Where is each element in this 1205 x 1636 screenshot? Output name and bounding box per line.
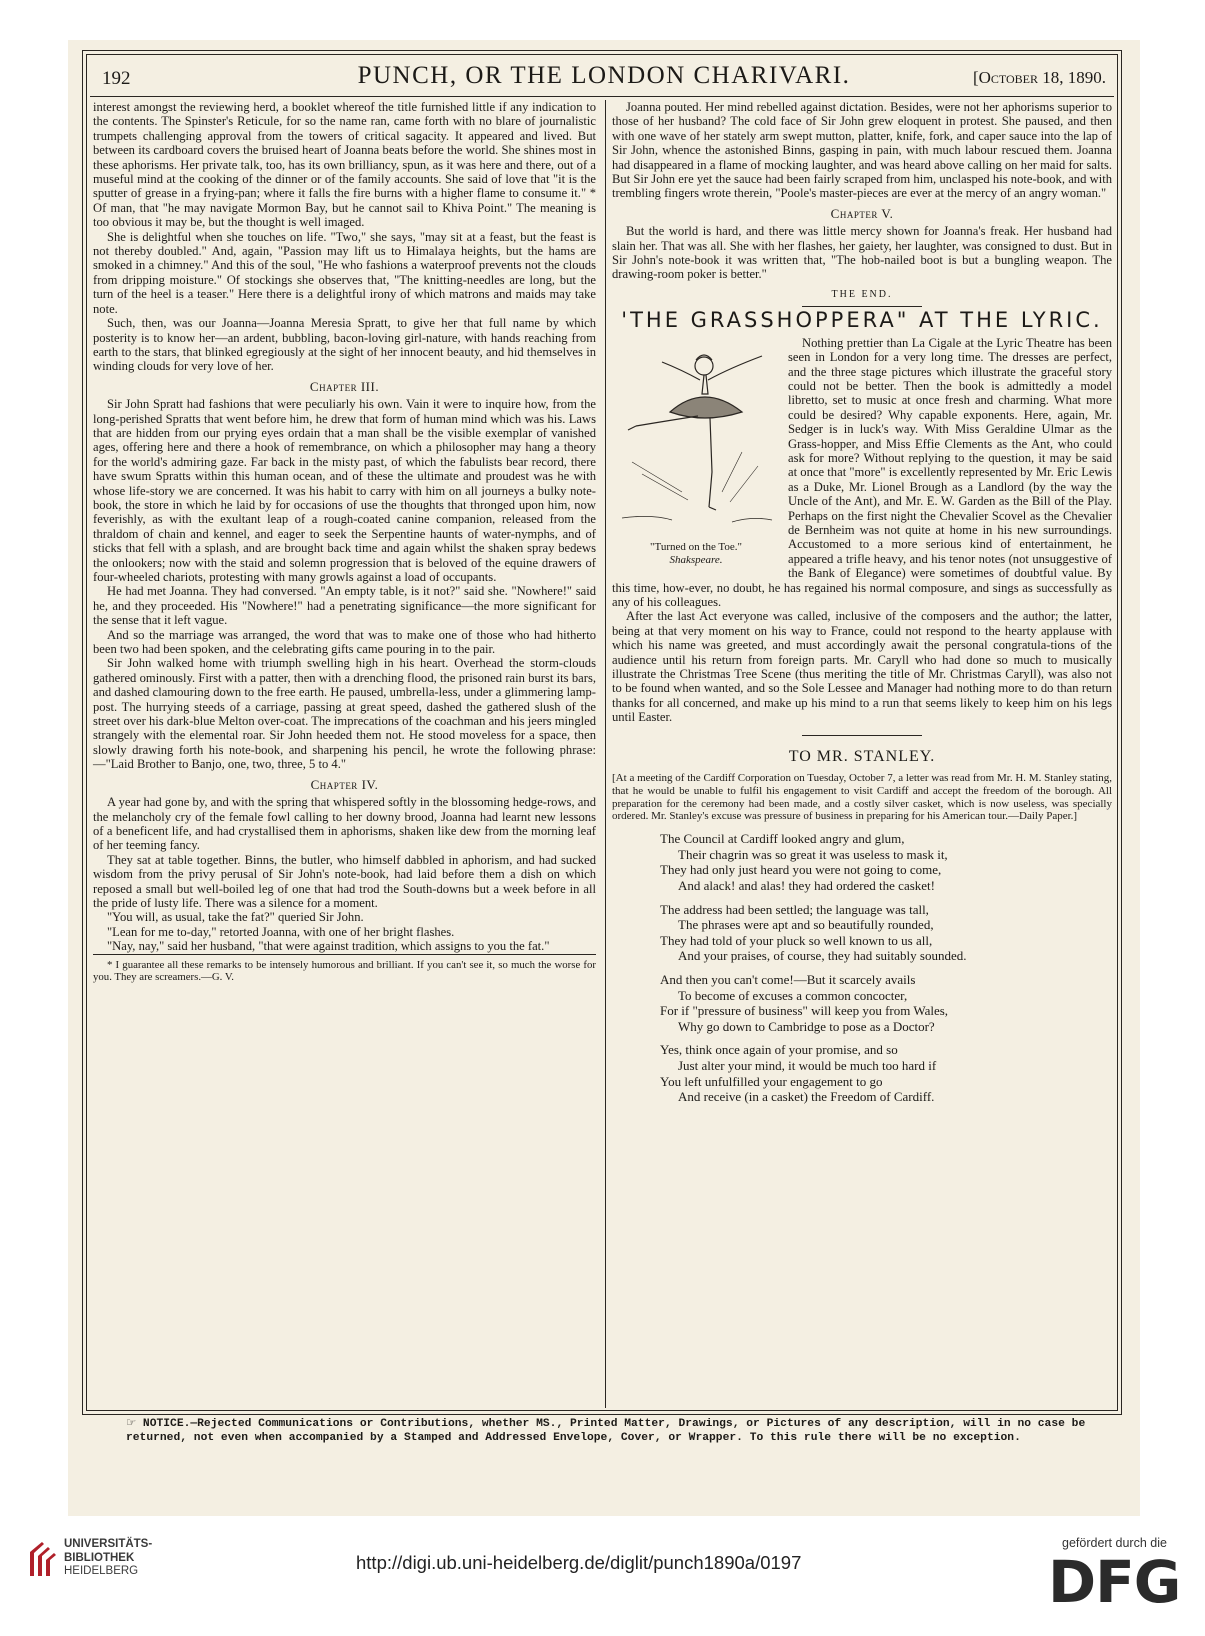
poem-line: Just alter your mind, it would be much too hard if: [678, 1057, 937, 1073]
hatching-lines: [632, 452, 758, 502]
story-paragraph: She is delightful when she touches on life. "Two," she says, "may sit at a feast, but the feast is not thereby doubled." And, again, "Passion may lift us to Himalaya heights, but the hams are smoked in a chimney." And this of the soul, "He who fashions a waterproof prevents not the clouds from dripping moisture." Of stockings she observes that, "The knitting-needles are long, but the turn of the heel is a teaser." Here there is a delightful irony of which matrons and maids may take note.: [93, 229, 596, 316]
story-paragraph: interest amongst the reviewing herd, a booklet whereof the title furnished little if any indication to the contents. The Spinster's Reticule, for so the name ran, came forth with no blare of journalistic trumpets challenging approval from the towers of critical sagacity. It appeared and lived. But between its cardboard covers the bruised heart of Joanna beats before the world. She shines most in these aphorisms. Her private talk, too, has its own brilliancy, spun, as it was here and there, out of a museful mind at the cooking of the dinner or of the family accounts. She said of love that "it is the sputter of grease in a frying-pan; where it falls the fire burns with a higher flame to consume it." * Of man, that "he may navigate Mormon Bay, but he cannot sail to Khiva Point." The meaning is too obvious it may be, but the thought is well imaged.: [93, 100, 596, 230]
masthead-title: PUNCH, OR THE LONDON CHARIVARI.: [357, 62, 851, 89]
poem-line: And alack! and alas! they had ordered the casket!: [678, 878, 935, 894]
poem-stanza: [660, 831, 1112, 893]
poem-intro: [At a meeting of the Cardiff Corporation on Tuesday, October 7, a letter was read from Mr. H. M. Stanley stating, that he would be unable to fulfil his engagement to visit Cardiff and accept the freedom of the borough. All preparation for the ceremony had been made, and a costly silver casket, which is now useless, was specially ordered. Mr. Stanley's excuse was pressure of business in preparing for his American tour.—Daily Paper.]: [612, 772, 1112, 823]
university-logo-icon[interactable]: [26, 1538, 60, 1578]
illustration-credit: Shakspeare.: [669, 553, 723, 566]
permalink-url[interactable]: http://digi.ub.uni-heidelberg.de/diglit/punch1890a/0197: [356, 1552, 802, 1573]
dancer-head: [695, 357, 713, 375]
poem-title: TO MR. STANLEY.: [788, 747, 936, 765]
page-header: [96, 58, 1112, 98]
poem-line: They had only just heard you were not going to come,: [660, 862, 942, 878]
illustration-caption: "Turned on the Toe.": [650, 540, 742, 553]
chapter-heading: Chapter III.: [309, 378, 380, 394]
viewer-footer: [0, 1516, 1205, 1636]
poem-line: The address had been settled; the language was tall,: [660, 901, 929, 917]
poem-line: Their chagrin was so great it was useless to mask it,: [678, 846, 948, 862]
article-title: 'THE GRASSHOPPERA" AT THE LYRIC.: [621, 308, 1103, 333]
story-paragraph: He had met Joanna. They had conversed. "An empty table, is it not?" said she. "Nowhere!" said he, and they proceeded. His "Nowhere!" had a penetrating significance—the more significant for the sense that it left vague.: [93, 584, 596, 628]
university-line: BIBLIOTHEK: [64, 1551, 135, 1564]
poem-line: And your praises, of course, they had suitably sounded.: [678, 948, 967, 964]
university-name[interactable]: [64, 1538, 152, 1579]
dancer-extended-leg: [628, 416, 698, 430]
header-rule: [90, 96, 1114, 97]
dancer-tutu: [670, 397, 742, 418]
story-paragraph: Sir John Spratt had fashions that were peculiarly his own. Vain it were to inquire how, from the long-perished Spratts that went before him, he drew that form of human mind which was his. Laws that are hidden from our prying eyes ordain that a man shall be the visible exemplar of vanished ages, offering here and there a hook of remembrance, on which a philosopher may hang a theory for the world's admiring gaze. Far back in the misty past, of which the fabulists bear record, there have swum Spratts within this human ocean, and of these the ultimate and proudest was he with whose life-story we are concerned. It was his habit to carry with him on all journeys a bulky note-book, the store in which he laid by for occasions of use the thoughts that thronged upon him, now feverishly, as with the exultant leap of a rough-coated canine companion, released from the thraldom of chain and kennel, and eager to seek the Serpentine haunts of water-nymphs, and of sticks that fell with a splash, and are brought back time and again whilst the shaken spray bedews the onlookers; now with the staid and solemn progression that is beloved of the equine drawers of four-wheeled chariots, protesting with many growls against a load of occupants.: [93, 397, 596, 584]
section-rule: [802, 735, 922, 736]
university-line: UNIVERSITÄTS-: [64, 1538, 153, 1550]
dancer-standing-leg: [709, 418, 716, 510]
poem-line: Yes, think once again of your promise, and so: [660, 1042, 898, 1058]
column-divider: [605, 100, 606, 1408]
dfg-logo[interactable]: DFG: [1048, 1548, 1181, 1616]
story-paragraph: "You will, as usual, take the fat?" queried Sir John.: [107, 910, 364, 925]
story-paragraph: "Nay, nay," said her husband, "that were against tradition, which assigns to you the fat.": [107, 939, 550, 954]
poem-stanza: [660, 972, 1112, 1034]
poem-line: The phrases were apt and so beautifully rounded,: [678, 917, 934, 933]
right-column: [612, 100, 1112, 1105]
story-paragraph: Sir John walked home with triumph swelling high in his heart. Overhead the storm-clouds gathered ominously. First with a patter, then with a drenching flood, the prisoned rain burst its bars, and dashed clamouring down to the free earth. He paused, umbrella-less, under a glimmering lamp-post. The hurrying steeds of a carriage, passing at great speed, dashed the gathered slush of the street over his dark-blue Melton over-coat. The imprecations of the coachman and his jeers mingled strangely with the elemental roar. Sir John heeded them not. He stood moveless for a space, then slowly drawing forth his note-book, and sharpening his pencil, he wrote the following phrase:—"Laid Brother to Banjo, one, two, three, 5 to 4.": [93, 656, 596, 772]
page-number: 192: [102, 68, 131, 89]
poem-line: And receive (in a casket) the Freedom of Cardiff.: [678, 1089, 935, 1105]
article-paragraph: After the last Act everyone was called, inclusive of the composers and the author; the latter, being at that very moment on his way to France, could not respond to the hearty applause with which his name was greeted, and must accordingly await the personal congratula-tions of the audience until his return from foreign parts. Mr. Caryll who had done so much to musically illustrate the Christmas Tree Scene (thus meriting the title of Mr. Christmas Caryll), was also not to be found when wanted, and so the Sole Lessee and Manager had nothing more to do than return thanks for all concerned, and make up his mind to a run that seems likely to keep him on his legs until Easter.: [612, 609, 1112, 725]
story-paragraph: Joanna pouted. Her mind rebelled against dictation. Besides, were not her aphorisms superior to those of her husband? The cold face of Sir John grew eloquent in protest. She paused, and then with one wave of her stately arm swept mutton, platter, knife, fork, and caper sauce into the lap of Sir John, whence the astonished Binns, gasping in pain, with much labour rescued them. Joanna had disappeared in a flame of mocking laughter, and was heard above calling on her maid for salts. But Sir John ere yet the sauce had been fairly scraped from him, unclasped his note-book, and with trembling fingers wrote therein, "Poole's master-pieces are ever at the mercy of an angry woman.": [612, 100, 1112, 201]
story-paragraph: Such, then, was our Joanna—Joanna Meresia Spratt, to give her that full name by which posterity is to know her—an ardent, bubbling, bacon-loving girl-nature, with hands reaching from earth to the stars, that blinked egregiously at the sight of her innocent beauty, and hid themselves in winding clouds for very love of her.: [93, 316, 596, 374]
section-rule: [802, 306, 922, 307]
poem-line: They had told of your pluck so well known to us all,: [660, 932, 933, 948]
dancer-illustration: [612, 342, 780, 572]
poem-stanza: [660, 1042, 1112, 1104]
story-paragraph: And so the marriage was arranged, the word that was to make one of those who had hitherto been two had been spoken, and the celebrating gifts came pouring in to the pair.: [93, 627, 596, 657]
chapter-heading: Chapter V.: [830, 205, 894, 221]
ground-strokes: [622, 516, 772, 522]
dancer-torso: [702, 375, 708, 394]
poem-line: The Council at Cardiff looked angry and glum,: [660, 831, 905, 847]
the-end-label: THE END.: [831, 288, 893, 300]
story-paragraph: "Lean for me to-day," retorted Joanna, with one of her bright flashes.: [107, 924, 455, 939]
article-paragraph: Nothing prettier than La Cigale at the Lyric Theatre has been seen in London for a very long time. The dresses are perfect, and the three stage pictures which illustrate the graceful story could not be better. Then the book is admittedly a model libretto, set to music at once fresh and charming. What more could be desired? Why capable exponents. Here, again, Mr. Sedger is in luck's way. With Miss Geraldine Ulmar as the Grass-hopper, and Miss Effie Clements as the Ant, who could ask for more? Without replying to the question, it may be said at once that "more" is excellently represented by Mr. Eric Lewis as a Duke, Mr. Lionel Brough as a Landlord (by the way the Uncle of the Ant), and Mr. E. W. Garden as the Bill of the Play. Perhaps on the first night the Chevalier Scovel as the Chevalier de Bernheim was not quite at home in his new surroundings. Accustomed to a more serious kind of entertainment, he appeared a trifle heavy, and his tenor notes (not unsuggestive of the Bank of Elegance) were sometimes of doubtful value. By this time, how-ever, no doubt, he has regained his normal composure, and sings as successfully as any of his colleagues.: [612, 335, 1112, 609]
poem-line: For if "pressure of business" will keep you from Wales,: [660, 1003, 949, 1019]
university-line: HEIDELBERG: [64, 1565, 139, 1577]
chapter-heading: Chapter IV.: [310, 776, 379, 792]
notice-block: [126, 1416, 1108, 1445]
issue-date: [October 18, 1890.: [972, 68, 1106, 87]
poem-stanza: [660, 902, 1112, 964]
notice-text: NOTICE.—Rejected Communications or Contributions, whether MS., Printed Matter, Drawings, or Pictures of any description, will in no case be returned, not even when accompanied by a Stamped and Addressed Envelope, Cover, or Wrapper. To this rule there will be no exception.: [126, 1418, 1086, 1444]
funding-label: gefördert durch die: [1062, 1536, 1167, 1550]
left-column: [93, 100, 596, 984]
poem-line: Why go down to Cambridge to pose as a Doctor?: [678, 1018, 935, 1034]
story-paragraph: But the world is hard, and there was little mercy shown for Joanna's freak. Her husband had slain her. That was all. She with her flashes, her gaiety, her laughter, was consigned to dust. But in Sir John's note-book it was written that, "The hob-nailed boot is but a bungling weapon. The drawing-room poker is better.": [612, 224, 1112, 282]
poem-line: To become of excuses a common concocter,: [678, 987, 908, 1003]
footnote: * I guarantee all these remarks to be intensely humorous and brilliant. If you can't see it, so much the worse for you. They are screamers.—G. V.: [93, 954, 596, 984]
ballerina-drawing: [612, 342, 780, 538]
story-paragraph: A year had gone by, and with the spring that whispered softly in the blossoming hedge-rows, and the melancholy cry of the female fowl calling to her downy brood, Joanna had learnt new lessons of a beneficent life, and had crystallised them in aphorisms, shaken like dew from the morning leaf of her teeming fancy.: [93, 795, 596, 853]
story-paragraph: They sat at table together. Binns, the butler, who himself dabbled in aphorism, and had sucked wisdom from the privy perusal of Sir John's note-book, had laid before them a dish on which reposed a small but well-boiled leg of one that had trod the South-downs but a week before in all the pride of lusty life. There was a silence for a moment.: [93, 852, 596, 910]
poem-line: You left unfulfilled your engagement to go: [660, 1073, 883, 1089]
poem-line: And then you can't come!—But it scarcely avails: [660, 972, 916, 987]
pointing-hand-icon: ☞: [126, 1416, 137, 1429]
